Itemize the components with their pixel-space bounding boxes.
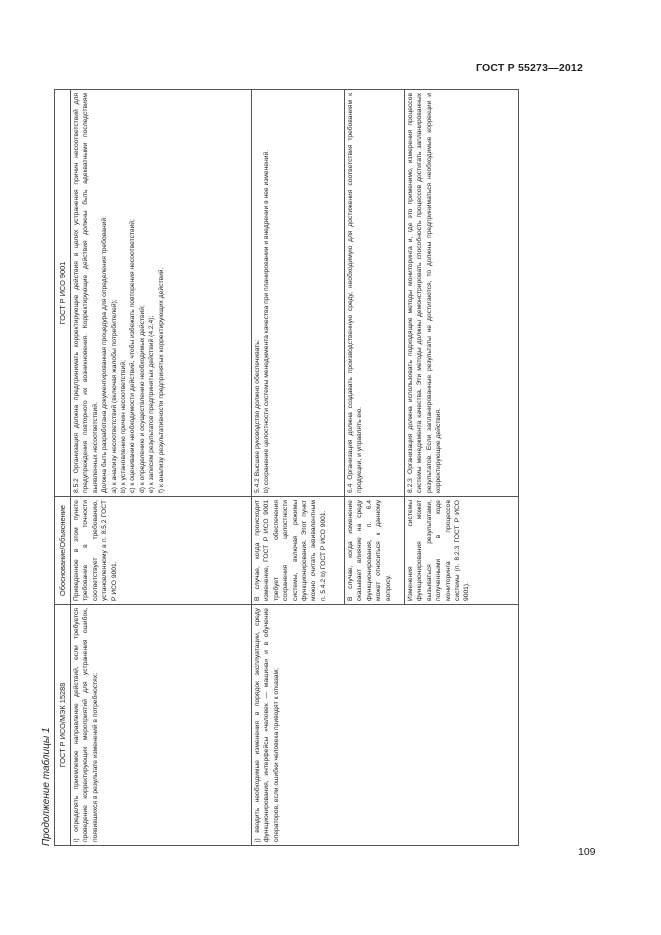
table-row	[252, 90, 345, 846]
cell-iso15288: i) определять приемлемое направление действий, если требуется проведение корректирующих мероприятий для устранения ошибок, появившихся в результате изменений в потребностях;	[71, 605, 252, 846]
cell-rationale: Изменения системы функционирования может вызываться результатами, полученными в ходе мониторинга процессов системы (п. 8.2.3 ГОСТ Р ИСО 9001).	[405, 497, 519, 605]
cell-iso15288: j) вводить необходимые изменения в порядок эксплуатации, среду функционирования, интерфейсы «человек — машина» и в обучение операторов, если ошибки человека приводят к отказам;	[252, 605, 519, 846]
table-header-row	[55, 90, 71, 846]
cell-rationale: Приведенное в этом пункте требование в точности соответствует требованию, установленному в п. 8.5.2 ГОСТ Р ИСО 9001.	[71, 497, 252, 605]
table-row	[71, 90, 252, 846]
document-code: ГОСТ Р 55273—2012	[475, 62, 583, 74]
cell-gost9001: 6.4 Организация должна создавать производственную среду, необходимую для достижения соответствия требованиям к продукции, и управлять ею.	[345, 90, 405, 497]
column-header-rationale: Обоснование/Объяснение	[55, 497, 71, 605]
rotated-table-block	[41, 90, 539, 846]
cell-gost9001: 5.4.2 Высшее руководство должно обеспечивать: b) сохранение целостности системы менеджмента качества при планировании и внедрении в нее изменений.	[252, 90, 345, 497]
cell-rationale: В случае, когда изменение оказывает влияние на среду функционирования, п. 6.4 может относиться к данному вопросу.	[345, 497, 405, 605]
column-header-iso15288: ГОСТ Р ИСО/МЭК 15288	[55, 605, 71, 846]
cell-gost9001: 8.5.2 Организация должна предпринимать корректирующие действия в целях устранения причин несоответствий для предупреждения повторного их возникновения. Корректирующие действия должны быть адекватными последствиям выявленных несоответствий. Должна быть разработана документированная процедура для определения требований: a) к анализу несоответствий (включая жалобы потребителей); b) к установлению причин несоответствий; c) к оцениванию необходимости действий, чтобы избежать повторения несоответствий; d) к определению и осуществлению необходимых действий; e) к записям результатов предпринятых действий (4.2.4); f) к анализу результативности предпринятых корректирующих действий.	[71, 90, 252, 497]
table-caption: Продолжение таблицы 1	[41, 727, 52, 846]
cell-gost9001: 8.2.3 Организация должна использовать подходящие методы мониторинга и, где это применимо, измерения процессов системы менеджмента качества. Эти методы должны демонстрировать способность процессов достигать запланированных результатов. Если запланированные результаты не достигаются, то должны предприниматься необходимые коррекции и корректирующие действия.	[405, 90, 519, 497]
cell-rationale: В случае, когда происходит изменение, ГОСТ Р ИСО 9001 требует обеспечения сохранения целостности системы, включая режимы функционирования. Этот пункт можно считать эквивалентным п. 5.4.2 b) ГОСТ Р ИСО 9001.	[252, 497, 345, 605]
comparison-table	[54, 89, 519, 846]
page-number: 109	[578, 846, 596, 858]
column-header-gost9001: ГОСТ Р ИСО 9001	[55, 90, 71, 497]
